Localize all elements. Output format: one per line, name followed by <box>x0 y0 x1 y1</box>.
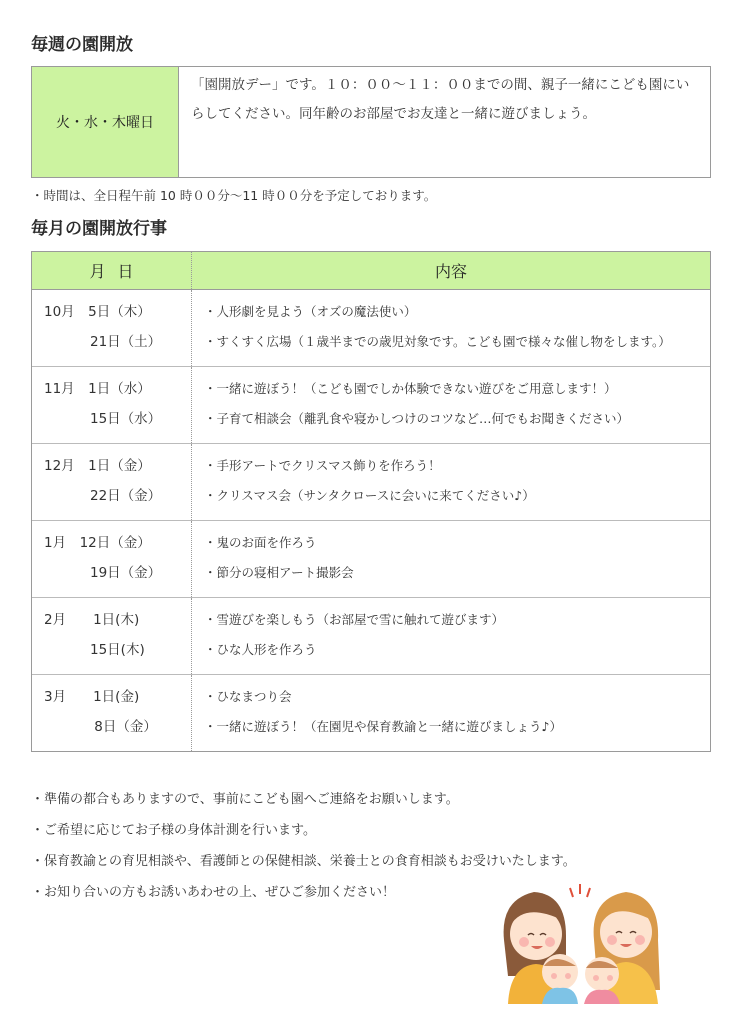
event-date-2: 15日(木) <box>90 642 145 658</box>
content-cell <box>192 521 710 597</box>
monthly-section-title: 毎月の園開放行事 <box>31 219 167 239</box>
content-cell <box>192 598 710 674</box>
monthly-schedule-table <box>31 251 711 752</box>
table-header <box>32 252 710 290</box>
event-content-1: ・雪遊びを楽しもう（お部屋で雪に触れて遊びます） <box>204 612 505 627</box>
note-item: ・保育教諭との育児相談や、看護師との保健相談、栄養士との食育相談もお受けいたします。 <box>31 854 576 869</box>
table-row <box>32 675 710 751</box>
event-content-1: ・ひなまつり会 <box>204 689 292 704</box>
weekly-open-table <box>31 66 711 178</box>
event-content-2: ・一緒に遊ぼう！（在園児や保育教諭と一緒に遊びましょう♪） <box>204 719 562 734</box>
note-item: ・ご希望に応じてお子様の身体計測を行います。 <box>31 823 316 838</box>
content-cell <box>192 290 710 366</box>
event-date-2: 8日（金） <box>90 719 157 735</box>
event-content-2: ・子育て相談会（離乳食や寝かしつけのコツなど…何でもお聞きください） <box>204 411 630 426</box>
event-date-2: 19日（金） <box>90 565 162 581</box>
mothers-with-babies-illustration <box>494 880 666 1004</box>
content-cell <box>192 444 710 520</box>
header-date: 月日 <box>32 252 192 289</box>
weekly-days-cell: 火・水・木曜日 <box>32 67 179 177</box>
event-date-1: 12月 1日（金） <box>44 458 151 474</box>
table-row <box>32 521 710 598</box>
table-row <box>32 290 710 367</box>
header-content: 内容 <box>434 262 467 281</box>
event-content-1: ・手形アートでクリスマス飾りを作ろう！ <box>204 458 441 473</box>
event-date-1: 3月 1日(金) <box>44 689 140 705</box>
event-content-2: ・節分の寝相アート撮影会 <box>204 565 354 580</box>
event-date-2: 22日（金） <box>90 488 162 504</box>
event-content-2: ・すくすく広場（１歳半までの歳児対象です。こども園で様々な催し物をします。） <box>204 334 671 349</box>
event-content-2: ・クリスマス会（サンタクロースに会いに来てください♪） <box>204 488 535 503</box>
date-cell <box>32 367 192 443</box>
date-cell <box>32 444 192 520</box>
table-row <box>32 444 710 521</box>
event-content-1: ・人形劇を見よう（オズの魔法使い） <box>204 304 417 319</box>
event-date-1: 1月 12日（金） <box>44 535 151 551</box>
content-cell <box>192 367 710 443</box>
event-date-1: 11月 1日（水） <box>44 381 151 397</box>
event-date-1: 2月 1日(木) <box>44 612 140 628</box>
date-cell <box>32 675 192 751</box>
table-row <box>32 598 710 675</box>
note-item: ・お知り合いの方もお誘いあわせの上、ぜひご参加ください！ <box>31 885 396 900</box>
date-cell <box>32 598 192 674</box>
event-content-2: ・ひな人形を作ろう <box>204 642 317 657</box>
date-cell <box>32 290 192 366</box>
time-note: ・時間は、全日程午前 10 時００分～11 時００分を予定しております。 <box>31 188 437 203</box>
event-content-1: ・鬼のお面を作ろう <box>204 535 317 550</box>
date-cell <box>32 521 192 597</box>
event-date-2: 21日（土） <box>90 334 162 350</box>
weekly-description: 「園開放デー」です。１０：００～１１：００までの間、親子一緒にこども園にいらしてください。同年齢のお部屋でお友達と一緒に遊びましょう。 <box>191 77 690 122</box>
weekly-section-title: 毎週の園開放 <box>31 35 133 55</box>
event-date-2: 15日（水） <box>90 411 162 427</box>
table-row <box>32 367 710 444</box>
event-content-1: ・一緒に遊ぼう！（こども園でしか体験できない遊びをご用意します！） <box>204 381 617 396</box>
content-cell <box>192 675 710 751</box>
event-date-1: 10月 5日（木） <box>44 304 151 320</box>
note-item: ・準備の都合もありますので、事前にこども園へご連絡をお願いします。 <box>31 792 459 807</box>
